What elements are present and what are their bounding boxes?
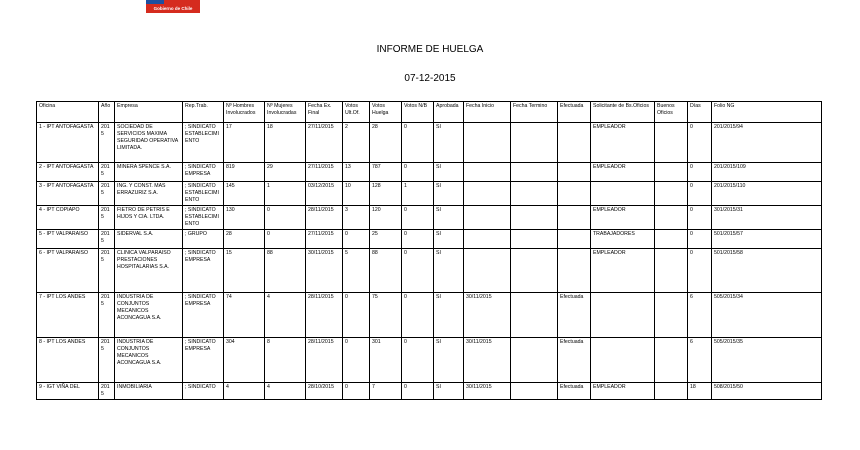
table-cell: 2015: [99, 123, 115, 163]
table-cell: [558, 249, 591, 293]
table-cell: 0: [688, 230, 712, 249]
table-cell: 74: [224, 293, 265, 338]
gobierno-logo: [146, 0, 200, 13]
table-cell: 29: [265, 163, 306, 182]
table-cell: 25: [370, 230, 402, 249]
table-cell: 145: [224, 182, 265, 206]
table-cell: INMOBILIARIA: [115, 383, 183, 400]
column-header: Votos Ult.Of.: [343, 102, 370, 123]
table-cell: [511, 182, 558, 206]
table-cell: 1 - IPT ANTOFAGASTA: [37, 123, 99, 163]
table-row: [37, 230, 822, 249]
table-cell: [464, 230, 511, 249]
table-cell: [464, 182, 511, 206]
table-cell: 17: [224, 123, 265, 163]
column-header: Solicitante de Bs.Oficios: [591, 102, 655, 123]
table-cell: 30/11/2015: [464, 293, 511, 338]
table-cell: EMPLEADOR: [591, 383, 655, 400]
table-cell: 27/11/2015: [306, 163, 343, 182]
report-title: INFORME DE HUELGA: [376, 44, 484, 55]
table-cell: SI: [434, 182, 464, 206]
table-cell: 1: [402, 182, 434, 206]
table-cell: SI: [434, 123, 464, 163]
table-cell: 2015: [99, 182, 115, 206]
logo-text: Gobierno de Chile: [146, 4, 200, 13]
table-cell: 2015: [99, 383, 115, 400]
table-cell: 75: [370, 293, 402, 338]
table-cell: [655, 230, 688, 249]
table-cell: 819: [224, 163, 265, 182]
table-cell: 2015: [99, 338, 115, 383]
table-cell: [511, 123, 558, 163]
table-cell: 0: [402, 293, 434, 338]
table-cell: SIDERVAL S.A.: [115, 230, 183, 249]
report-date: 07-12-2015: [404, 73, 456, 84]
table-cell: 6: [688, 293, 712, 338]
table-row: [37, 249, 822, 293]
table-cell: 2015: [99, 293, 115, 338]
table-cell: [558, 230, 591, 249]
table-cell: 128: [370, 182, 402, 206]
table-row: [37, 293, 822, 338]
table-cell: 3 - IPT ANTOFAGASTA: [37, 182, 99, 206]
table-cell: CLINICA VALPARAISO PRESTACIONES HOSPITALARIAS S.A.: [115, 249, 183, 293]
table-cell: 88: [265, 249, 306, 293]
table-cell: [558, 182, 591, 206]
table-cell: [655, 383, 688, 400]
table-cell: 30/11/2015: [306, 249, 343, 293]
table-cell: ; SINDICATO EMPRESA: [183, 293, 224, 338]
table-cell: SI: [434, 230, 464, 249]
table-cell: EMPLEADOR: [591, 249, 655, 293]
column-header: Votos Huelga: [370, 102, 402, 123]
table-cell: [464, 163, 511, 182]
table-cell: 8: [265, 338, 306, 383]
table-cell: 28: [370, 123, 402, 163]
table-cell: [558, 123, 591, 163]
table-cell: ; SINDICATO EMPRESA: [183, 249, 224, 293]
table-cell: [464, 206, 511, 230]
table-cell: [558, 163, 591, 182]
table-cell: 88: [370, 249, 402, 293]
table-cell: 0: [688, 249, 712, 293]
strike-report-table: [36, 101, 822, 400]
table-cell: [511, 249, 558, 293]
table-cell: ; SINDICATO ESTABLECIMIENTO: [183, 123, 224, 163]
table-cell: 5: [343, 249, 370, 293]
table-cell: 1: [265, 182, 306, 206]
table-cell: 0: [402, 383, 434, 400]
table-cell: 8 - IPT LOS ANDES: [37, 338, 99, 383]
table-cell: EMPLEADOR: [591, 206, 655, 230]
column-header: Fecha Termino: [511, 102, 558, 123]
table-cell: ING. Y CONST. MAS ERRAZURIZ S.A.: [115, 182, 183, 206]
table-cell: INDUSTRIA DE CONJUNTOS MECANICOS ACONCAGUA S.A.: [115, 338, 183, 383]
table-cell: 120: [370, 206, 402, 230]
table-cell: EMPLEADOR: [591, 123, 655, 163]
table-cell: 7 - IPT LOS ANDES: [37, 293, 99, 338]
table-cell: 15: [224, 249, 265, 293]
column-header: Rep.Trab.: [183, 102, 224, 123]
column-header: Votos N/B: [402, 102, 434, 123]
table-cell: 2015: [99, 163, 115, 182]
table-cell: INDUSTRIA DE CONJUNTOS MECANICOS ACONCAGUA S.A.: [115, 293, 183, 338]
column-header: Nº Mujeres Involucradas: [265, 102, 306, 123]
column-header: Año: [99, 102, 115, 123]
table-cell: ; GRUPO: [183, 230, 224, 249]
table-cell: 2015: [99, 206, 115, 230]
table-cell: ; SINDICATO EMPRESA: [183, 338, 224, 383]
table-cell: SI: [434, 383, 464, 400]
table-cell: 0: [402, 338, 434, 383]
table-cell: 0: [688, 182, 712, 206]
table-cell: 2015: [99, 230, 115, 249]
table-cell: 28/11/2015: [306, 206, 343, 230]
table-row: [37, 206, 822, 230]
table-cell: 28/11/2015: [306, 293, 343, 338]
table-cell: 6: [688, 338, 712, 383]
table-cell: 304: [224, 338, 265, 383]
column-header: Aprobada: [434, 102, 464, 123]
table-cell: SI: [434, 293, 464, 338]
table-cell: MINERA SPENCE S.A.: [115, 163, 183, 182]
table-cell: [591, 182, 655, 206]
table-cell: [511, 206, 558, 230]
table-cell: [511, 230, 558, 249]
table-cell: 0: [688, 163, 712, 182]
table-cell: 130: [224, 206, 265, 230]
table-cell: 18: [265, 123, 306, 163]
table-cell: [655, 249, 688, 293]
table-cell: 27/11/2015: [306, 230, 343, 249]
table-cell: 28: [224, 230, 265, 249]
table-cell: SI: [434, 249, 464, 293]
table-cell: 0: [688, 206, 712, 230]
table-cell: 505/2015/35: [712, 338, 822, 383]
table-row: [37, 182, 822, 206]
table-cell: 201/2015/109: [712, 163, 822, 182]
table-cell: Efectuada: [558, 293, 591, 338]
table-cell: [655, 338, 688, 383]
table-cell: 201/2015/94: [712, 123, 822, 163]
table-cell: 201/2015/110: [712, 182, 822, 206]
table-row: [37, 338, 822, 383]
table-cell: 28/11/2015: [306, 338, 343, 383]
table-cell: 0: [265, 230, 306, 249]
table-cell: [558, 206, 591, 230]
table-cell: 3: [343, 206, 370, 230]
table-cell: 4: [224, 383, 265, 400]
table-cell: [591, 293, 655, 338]
table-cell: 501/2015/58: [712, 249, 822, 293]
table-cell: 4 - IPT COPIAPO: [37, 206, 99, 230]
table-cell: 787: [370, 163, 402, 182]
table-cell: [655, 293, 688, 338]
table-cell: 301/2015/31: [712, 206, 822, 230]
column-header: Folio NG: [712, 102, 822, 123]
table-header-row: [37, 102, 822, 123]
table-cell: 0: [343, 293, 370, 338]
table-cell: 4: [265, 383, 306, 400]
table-cell: 0: [343, 338, 370, 383]
table-cell: [655, 182, 688, 206]
table-cell: [511, 338, 558, 383]
table-cell: SI: [434, 206, 464, 230]
table-cell: [464, 249, 511, 293]
table-cell: 0: [688, 123, 712, 163]
table-cell: 0: [402, 230, 434, 249]
table-row: [37, 383, 822, 400]
table-cell: 9 - IGT VIÑA DEL: [37, 383, 99, 400]
table-cell: 301: [370, 338, 402, 383]
table-cell: [655, 163, 688, 182]
table-cell: 0: [402, 249, 434, 293]
table-cell: SI: [434, 338, 464, 383]
table-cell: Efectuada: [558, 383, 591, 400]
table-cell: 505/2015/34: [712, 293, 822, 338]
table-cell: ; SINDICATO: [183, 383, 224, 400]
table-cell: 0: [402, 123, 434, 163]
table-cell: 5 - IPT VALPARAISO: [37, 230, 99, 249]
table-cell: 27/11/2015: [306, 123, 343, 163]
table-cell: 501/2015/57: [712, 230, 822, 249]
table-cell: 2: [343, 123, 370, 163]
table-cell: ; SINDICATO ESTABLECIMIENTO: [183, 206, 224, 230]
table-row: [37, 123, 822, 163]
table-cell: [511, 293, 558, 338]
table-cell: ; SINDICATO EMPRESA: [183, 163, 224, 182]
table-cell: Efectuada: [558, 338, 591, 383]
table-cell: 13: [343, 163, 370, 182]
table-row: [37, 163, 822, 182]
table-cell: [464, 123, 511, 163]
table-cell: 4: [265, 293, 306, 338]
table-cell: 0: [402, 206, 434, 230]
column-header: Efectuada: [558, 102, 591, 123]
table-cell: 2 - IPT ANTOFAGASTA: [37, 163, 99, 182]
table-cell: 0: [343, 383, 370, 400]
table-cell: [655, 123, 688, 163]
column-header: Días: [688, 102, 712, 123]
table-cell: 10: [343, 182, 370, 206]
table-cell: [591, 338, 655, 383]
column-header: Fecha Inicio: [464, 102, 511, 123]
column-header: Oficina: [37, 102, 99, 123]
column-header: Empresa: [115, 102, 183, 123]
column-header: Buenos Oficios: [655, 102, 688, 123]
table-cell: [511, 163, 558, 182]
table-cell: SOCIEDAD DE SERVICIOS MAXIMA SEGURIDAD OPERATIVA LIMITADA.: [115, 123, 183, 163]
column-header: Fecha Ex. Final: [306, 102, 343, 123]
table-cell: 03/12/2015: [306, 182, 343, 206]
table-cell: EMPLEADOR: [591, 163, 655, 182]
table-cell: 2015: [99, 249, 115, 293]
table-cell: [655, 206, 688, 230]
table-cell: 0: [343, 230, 370, 249]
table-cell: FIETRO DE PETRIS E HIJOS Y CIA. LTDA.: [115, 206, 183, 230]
table-cell: ; SINDICATO ESTABLECIMIENTO: [183, 182, 224, 206]
table-cell: 7: [370, 383, 402, 400]
table-cell: 0: [265, 206, 306, 230]
table-cell: 0: [402, 163, 434, 182]
table-cell: 6 - IPT VALPARAISO: [37, 249, 99, 293]
column-header: Nº Hombres Involucrados: [224, 102, 265, 123]
table-cell: TRABAJADORES: [591, 230, 655, 249]
table-cell: [511, 383, 558, 400]
table-cell: 28/10/2015: [306, 383, 343, 400]
table-cell: 30/11/2015: [464, 383, 511, 400]
table-cell: 508/2015/50: [712, 383, 822, 400]
table-cell: SI: [434, 163, 464, 182]
table-cell: 18: [688, 383, 712, 400]
table-cell: 30/11/2015: [464, 338, 511, 383]
